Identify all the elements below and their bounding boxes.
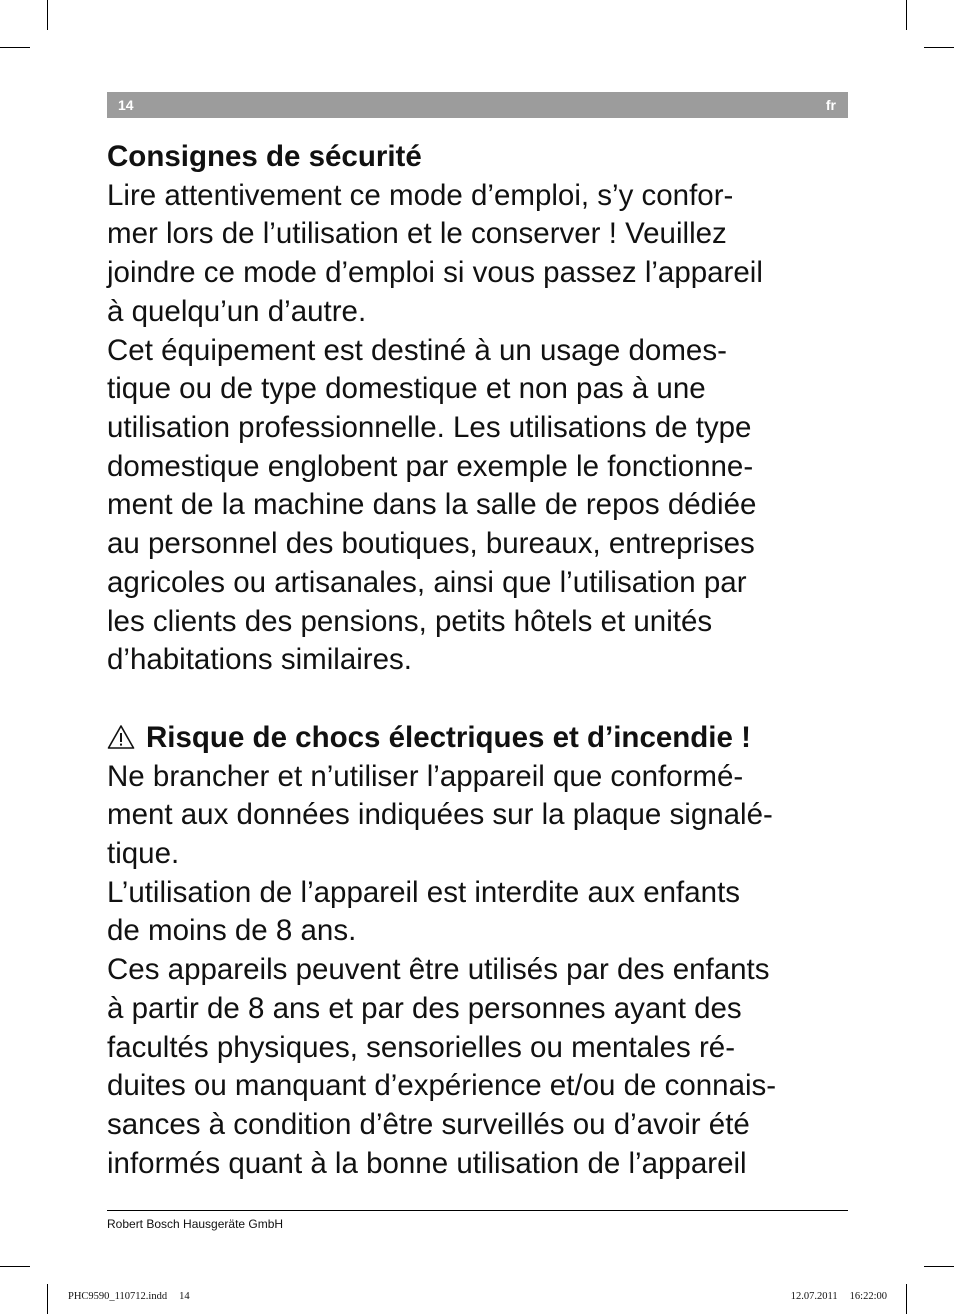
crop-mark xyxy=(0,1266,30,1267)
crop-mark xyxy=(924,47,954,48)
print-slug-file xyxy=(68,1290,190,1304)
warning-icon xyxy=(107,724,135,750)
crop-mark xyxy=(47,1284,48,1314)
paragraph xyxy=(107,874,907,951)
slug-page: 14 xyxy=(179,1291,190,1302)
language-code: fr xyxy=(825,97,836,113)
text-line: L’utilisation de l’appareil est interdite aux enfants xyxy=(107,875,741,909)
text-line: Cet équipement est destiné à un usage domes- xyxy=(107,333,727,367)
text-line: utilisation professionnelle. Les utilisations de type xyxy=(107,411,752,445)
text-line: de moins de 8 ans. xyxy=(107,914,357,948)
text-line: ment aux données indiquées sur la plaque signalé- xyxy=(107,798,773,832)
footer-divider xyxy=(107,1210,848,1211)
text-line: Lire attentivement ce mode d’emploi, s’y confor- xyxy=(107,178,734,212)
text-line: au personnel des boutiques, bureaux, entreprises xyxy=(107,527,755,561)
paragraph xyxy=(107,758,907,874)
text-line: mer lors de l’utilisation et le conserver ! Veuillez xyxy=(107,217,727,251)
slug-time: 16:22:00 xyxy=(849,1291,887,1302)
crop-mark xyxy=(47,0,48,30)
section-heading: Risque de chocs électriques et d’incendie ! xyxy=(146,720,751,754)
section-heading-warning xyxy=(107,719,907,758)
text-line: domestique englobent par exemple le fonctionne- xyxy=(107,449,754,483)
slug-filename: PHC9590_110712.indd xyxy=(68,1291,168,1302)
slug-date: 12.07.2011 xyxy=(790,1291,838,1302)
crop-mark xyxy=(906,1284,907,1314)
text-line: tique. xyxy=(107,836,180,870)
print-slug-timestamp xyxy=(791,1290,887,1304)
text-line: joindre ce mode d’emploi si vous passez l’appareil xyxy=(107,256,763,290)
crop-mark xyxy=(924,1266,954,1267)
text-line: tique ou de type domestique et non pas à une xyxy=(107,372,706,406)
footer-company-name: Robert Bosch Hausgeräte GmbH xyxy=(107,1217,284,1231)
section-safety-instructions xyxy=(107,138,907,680)
crop-mark xyxy=(0,47,30,48)
text-line: les clients des pensions, petits hôtels et unités xyxy=(107,604,713,638)
section-heading: Consignes de sécurité xyxy=(107,140,422,173)
text-line: duites ou manquant d’expérience et/ou de connais- xyxy=(107,1069,777,1103)
paragraph xyxy=(107,177,907,332)
paragraph xyxy=(107,332,907,680)
text-line: agricoles ou artisanales, ainsi que l’utilisation par xyxy=(107,565,747,599)
text-line: Ne brancher et n’utiliser l’appareil que conformé- xyxy=(107,759,744,793)
text-line: à quelqu’un d’autre. xyxy=(107,294,367,328)
text-line: facultés physiques, sensorielles ou mentales ré- xyxy=(107,1030,736,1064)
text-line: à partir de 8 ans et par des personnes ayant des xyxy=(107,991,742,1025)
crop-mark xyxy=(906,0,907,30)
paragraph xyxy=(107,951,907,1183)
text-line: Ces appareils peuvent être utilisés par des enfants xyxy=(107,953,770,987)
text-line: sances à condition d’être surveillés ou d’avoir été xyxy=(107,1107,750,1141)
page-header-bar xyxy=(107,92,848,118)
page-number: 14 xyxy=(118,97,134,113)
page-content xyxy=(107,138,907,1183)
text-line: d’habitations similaires. xyxy=(107,643,412,677)
section-electric-shock-warning xyxy=(107,719,907,1184)
text-line: ment de la machine dans la salle de repos dédiée xyxy=(107,488,757,522)
text-line: informés quant à la bonne utilisation de l’appareil xyxy=(107,1146,747,1180)
